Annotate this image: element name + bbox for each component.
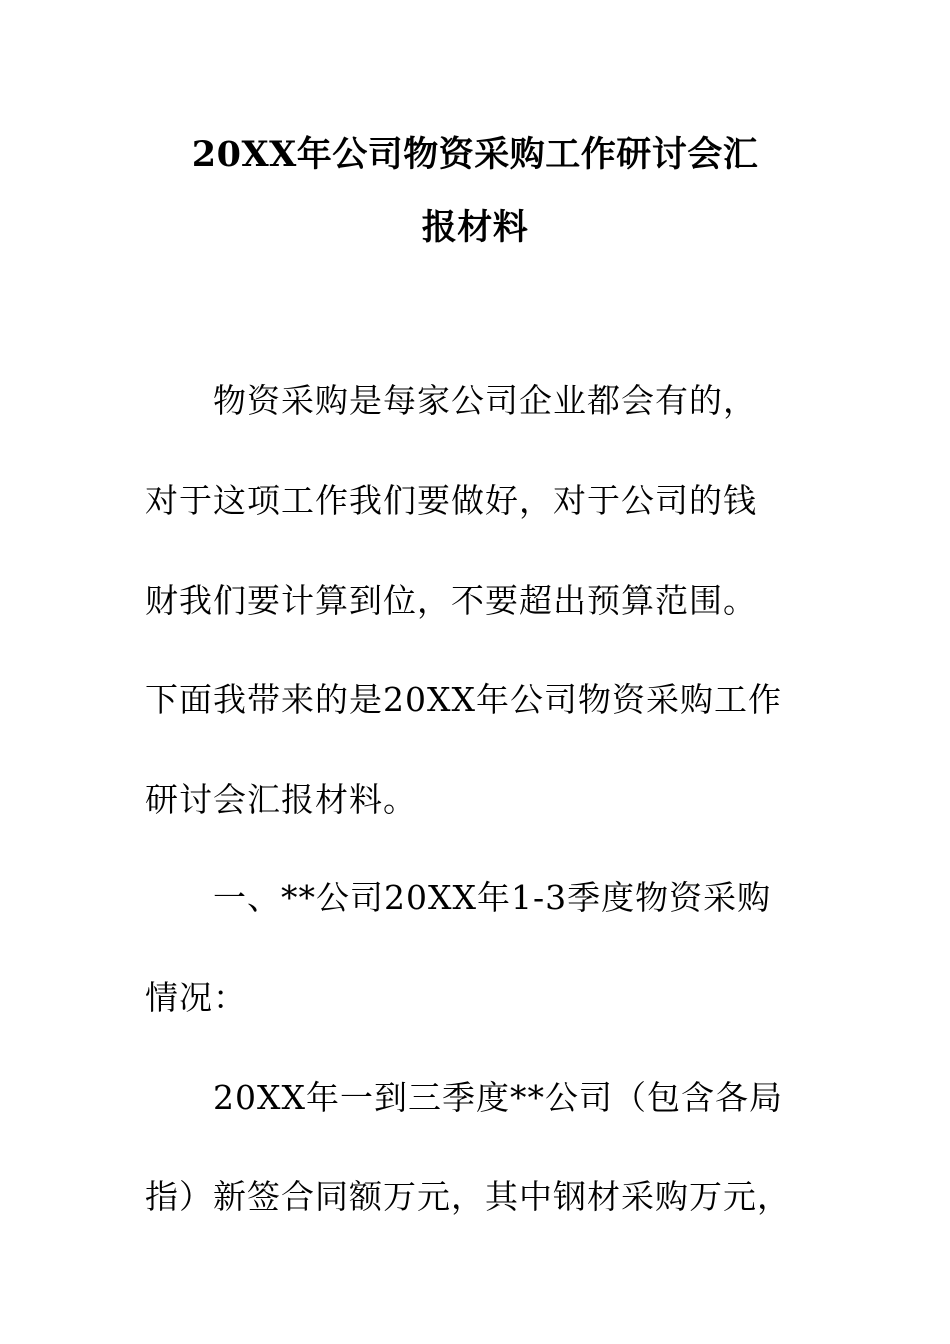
document-title-line-1: 20XX年公司物资采购工作研讨会汇 (191, 134, 759, 175)
paragraph-line: 研讨会汇报材料。 (145, 780, 417, 819)
paragraph-line: 对于这项工作我们要做好，对于公司的钱 (145, 481, 757, 520)
paragraph-line: 下面我带来的是20XX年公司物资采购工作 (145, 680, 782, 719)
paragraph-line: 指）新签合同额万元，其中钢材采购万元， (145, 1177, 791, 1216)
section-heading-line: 一、**公司20XX年1-3季度物资采购 (213, 878, 772, 917)
paragraph-line: 物资采购是每家公司企业都会有的， (213, 381, 757, 420)
section-heading-line: 情况： (145, 978, 247, 1017)
paragraph-line: 20XX年一到三季度**公司（包含各局 (213, 1078, 783, 1117)
document-title-line-2: 报材料 (421, 207, 529, 248)
paragraph-line: 财我们要计算到位，不要超出预算范围。 (145, 581, 757, 620)
